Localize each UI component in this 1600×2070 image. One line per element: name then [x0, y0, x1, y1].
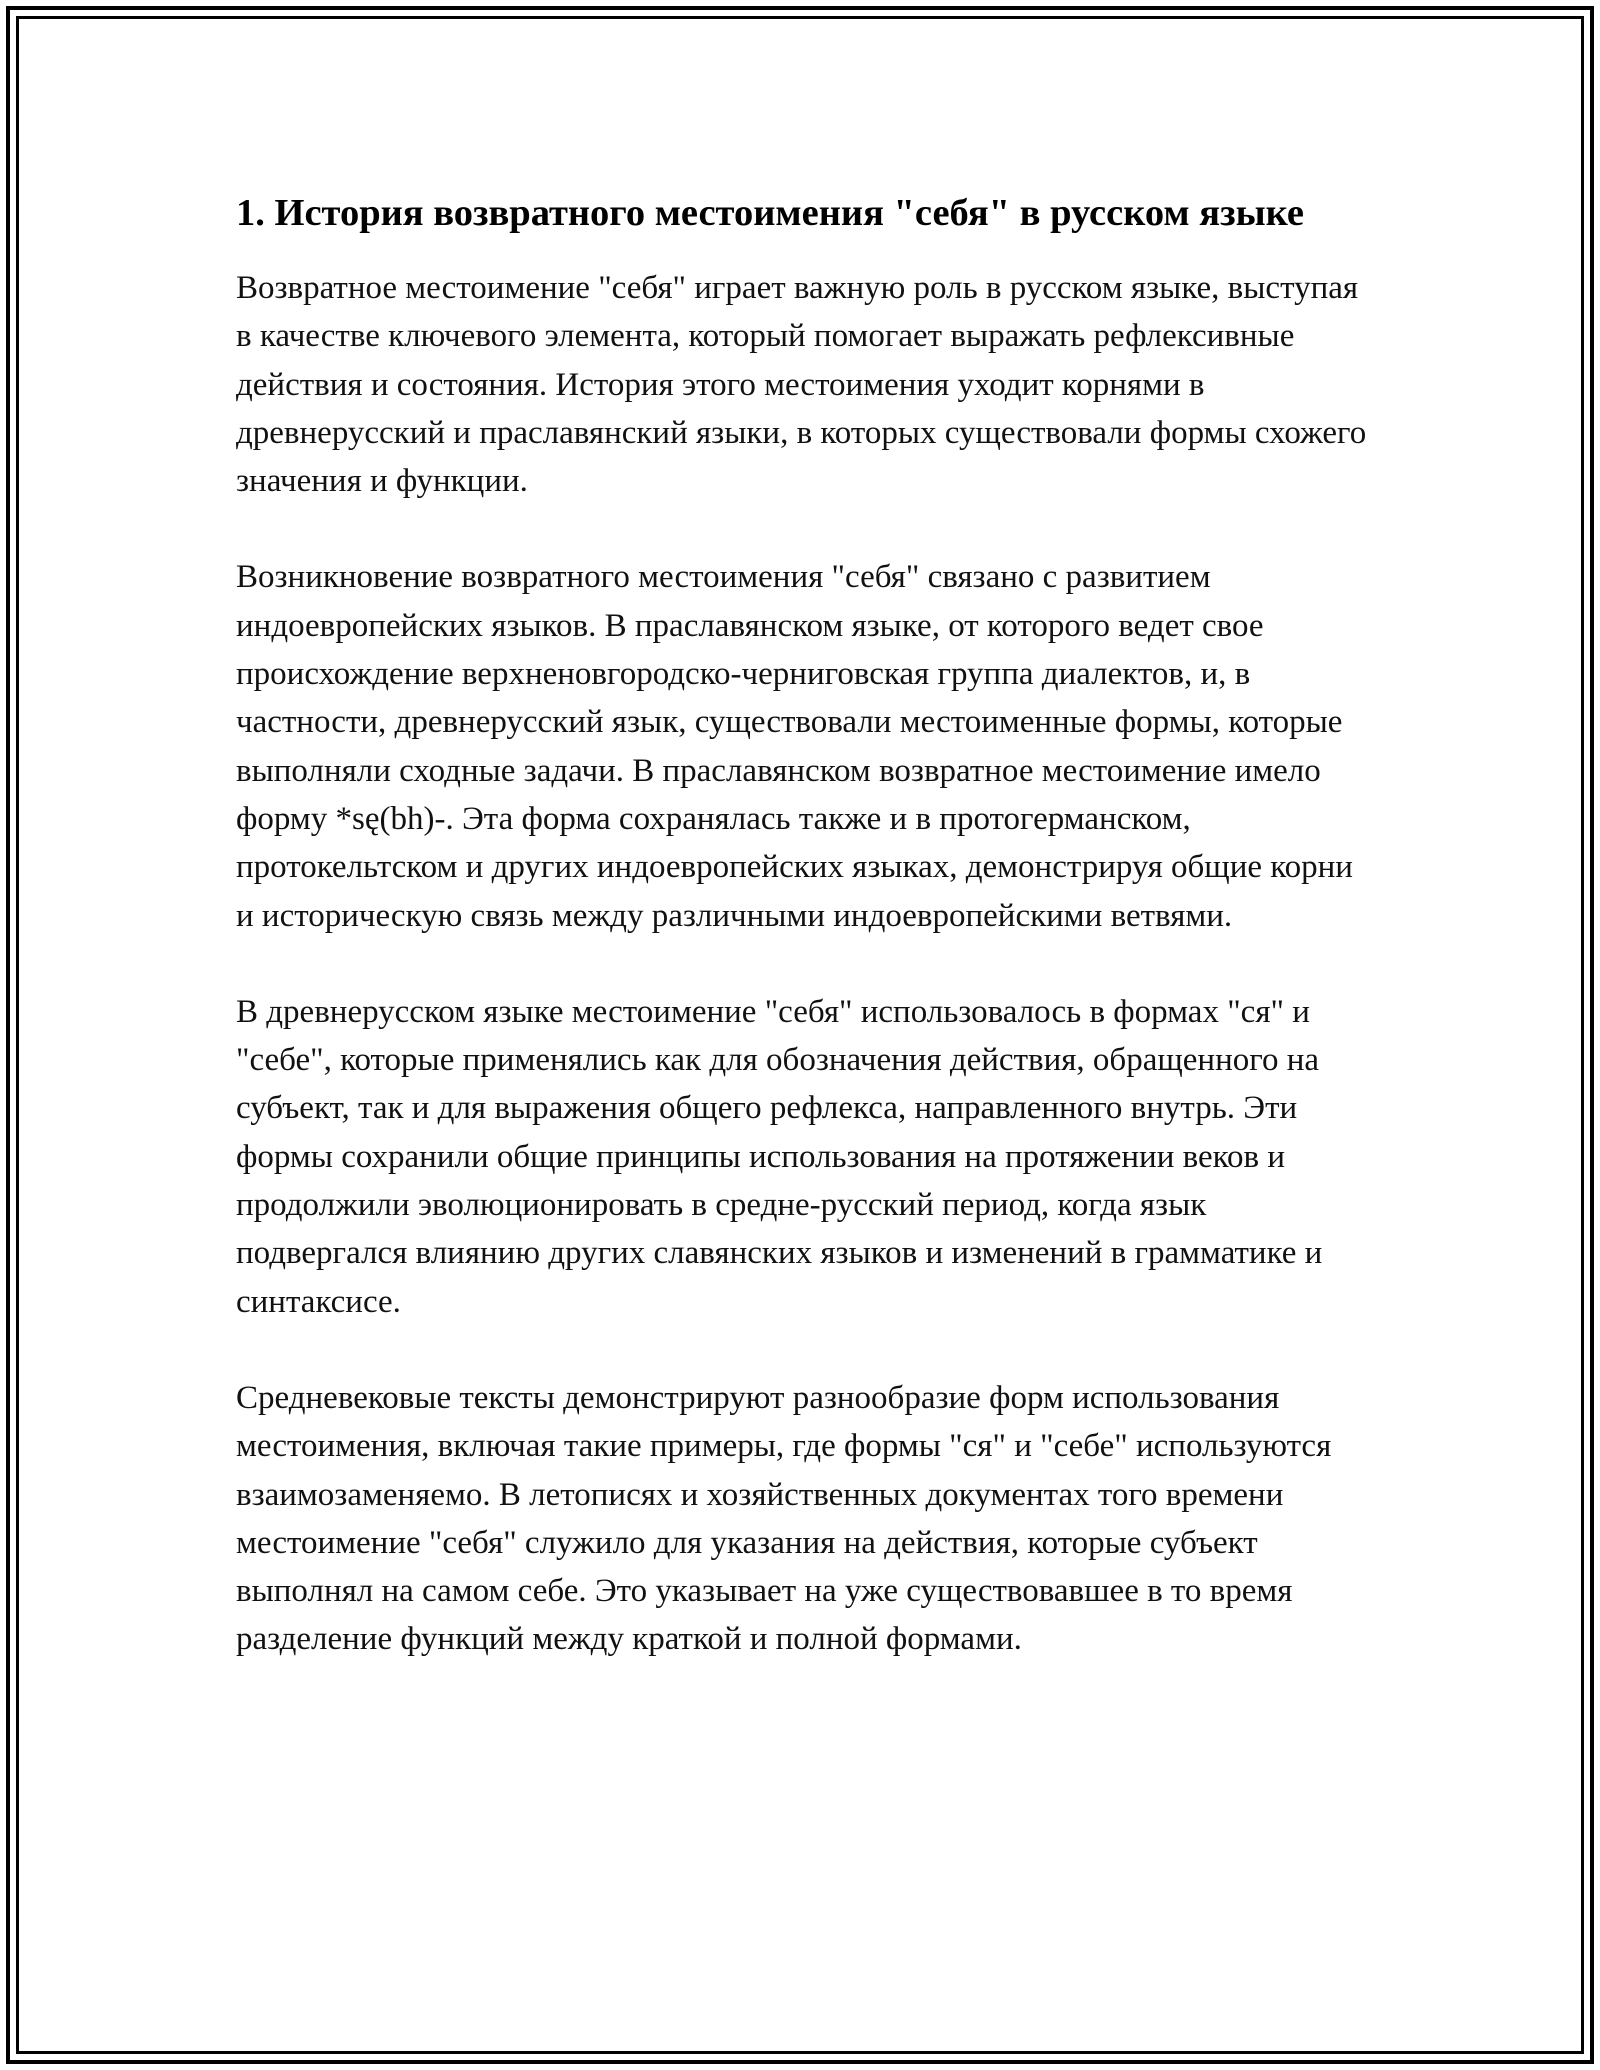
- paragraph-2: Возникновение возвратного местоимения "себя" связано с развитием индоевропейских языков. В праславянском языке, от которого ведет свое происхождение верхненовгородско-черниговская группа диалектов, и, в частности, древнерусский язык, существовали местоименные формы, которые выполняли сходные задачи. В праславянском возвратное местоимение имело форму *sę(bh)-. Эта форма сохранялась также и в протогерманском, протокельтском и других индоевропейских языках, демонстрируя общие корни и историческую связь между различными индоевропейскими ветвями.: [236, 559, 1353, 934]
- document-body: [236, 186, 1376, 1712]
- paragraph-1: Возвратное местоимение "себя" играет важную роль в русском языке, выступая в качестве ключевого элемента, который помогает выражать рефлексивные действия и состояния. История этого местоимения уходит корнями в древнерусский и праславянский языки, в которых существовали формы схожего значения и функции.: [236, 270, 1367, 500]
- section-title: 1. История возвратного местоимения "себя" в русском языке: [236, 192, 1304, 234]
- paragraph-3: В древнерусском языке местоимение "себя" использовалось в формах "ся" и "себе", которые применялись как для обозначения действия, обращенного на субъект, так и для выражения общего рефлекса, направленного внутрь. Эти формы сохранили общие принципы использования на протяжении веков и продолжили эволюционировать в средне-русский период, когда язык подвергался влиянию других славянских языков и изменений в грамматике и синтаксисе.: [236, 993, 1323, 1320]
- paragraph-4: Средневековые тексты демонстрируют разнообразие форм использования местоимения, включая такие примеры, где формы "ся" и "себе" используются взаимозаменяемо. В летописях и хозяйственных документах того времени местоимение "себя" служило для указания на действия, которые субъект выполнял на самом себе. Это указывает на уже существовавшее в то время разделение функций между краткой и полной формами.: [236, 1379, 1332, 1658]
